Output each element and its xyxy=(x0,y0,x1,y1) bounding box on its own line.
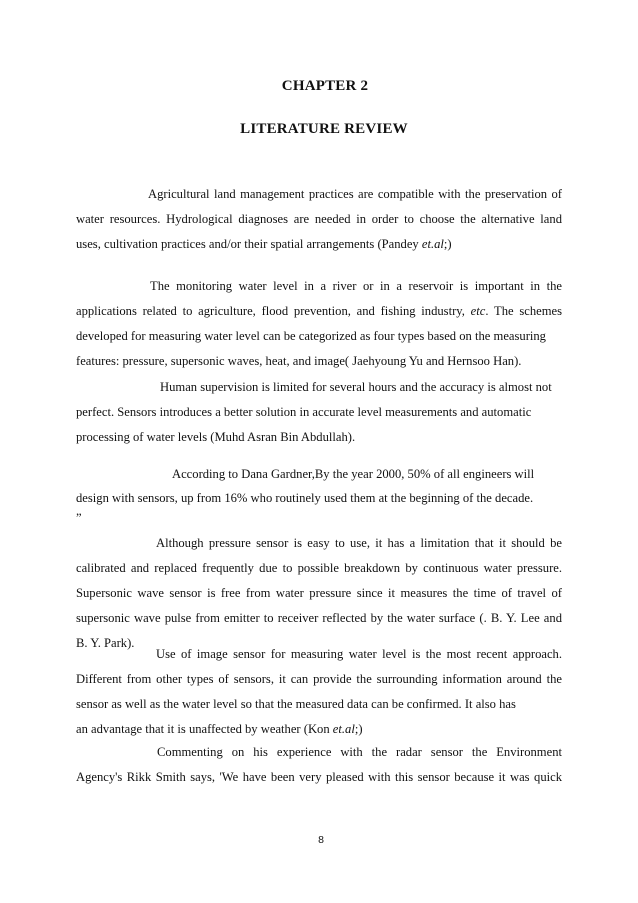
text-line: supersonic wave pulse from emitter to receiver reflected by the water surface (. B. Y. Lee and xyxy=(76,611,562,625)
text-run: an advantage that it is unaffected by weather (Kon xyxy=(76,722,333,736)
text-run: uses, cultivation practices and/or their spatial arrangements (Pandey xyxy=(76,237,422,251)
text-line: water resources. Hydrological diagnoses are needed in order to choose the alternative land xyxy=(76,212,562,226)
text-line xyxy=(76,236,562,252)
text-run: ;) xyxy=(443,237,452,251)
text-line: Commenting on his experience with the radar sensor the Environment xyxy=(157,745,562,759)
text-line: features: pressure, supersonic waves, heat, and image( Jaehyoung Yu and Hernsoo Han). xyxy=(76,354,522,368)
text-line: developed for measuring water level can be categorized as four types based on the measuring xyxy=(76,329,546,343)
text-line: design with sensors, up from 16% who routinely used them at the beginning of the decade. xyxy=(76,491,534,505)
text-line: Agricultural land management practices are compatible with the preservation of xyxy=(148,187,562,201)
text-line xyxy=(76,303,562,319)
text-line: perfect. Sensors introduces a better solution in accurate level measurements and automatic xyxy=(76,405,532,419)
text-line: B. Y. Park). xyxy=(76,636,135,650)
text-line: sensor as well as the water level so that the measured data can be confirmed. It also has xyxy=(76,697,516,711)
text-run: applications related to agriculture, flood prevention, and fishing industry, xyxy=(76,304,471,318)
text-line: Although pressure sensor is easy to use, it has a limitation that it should be xyxy=(156,536,562,550)
page-number: 8 xyxy=(318,834,324,846)
citation-italic: et.al xyxy=(332,722,355,736)
text-line: Use of image sensor for measuring water level is the most recent approach. xyxy=(156,647,562,661)
text-line xyxy=(76,721,562,737)
chapter-label: CHAPTER 2 xyxy=(281,78,369,94)
text-line: According to Dana Gardner,By the year 2000, 50% of all engineers will xyxy=(172,467,535,481)
text-line: The monitoring water level in a river or in a reservoir is important in the xyxy=(150,279,562,293)
text-line: ” xyxy=(76,511,82,525)
text-line: Different from other types of sensors, it can provide the surrounding information around the xyxy=(76,672,562,686)
text-line: Agency's Rikk Smith says, 'We have been very pleased with this sensor because it was quick xyxy=(76,770,562,784)
text-line: Supersonic wave sensor is free from water pressure since it measures the time of travel of xyxy=(76,586,562,600)
citation-italic: et.al xyxy=(421,237,444,251)
chapter-title: LITERATURE REVIEW xyxy=(240,121,408,137)
text-line: Human supervision is limited for several hours and the accuracy is almost not xyxy=(160,380,552,394)
text-run: . The schemes xyxy=(485,304,562,318)
text-run: ;) xyxy=(354,722,363,736)
text-line: calibrated and replaced frequently due to possible breakdown by continuous water pressure. xyxy=(76,561,562,575)
abbreviation-italic: etc xyxy=(470,304,486,318)
text-line: processing of water levels (Muhd Asran Bin Abdullah). xyxy=(76,430,356,444)
